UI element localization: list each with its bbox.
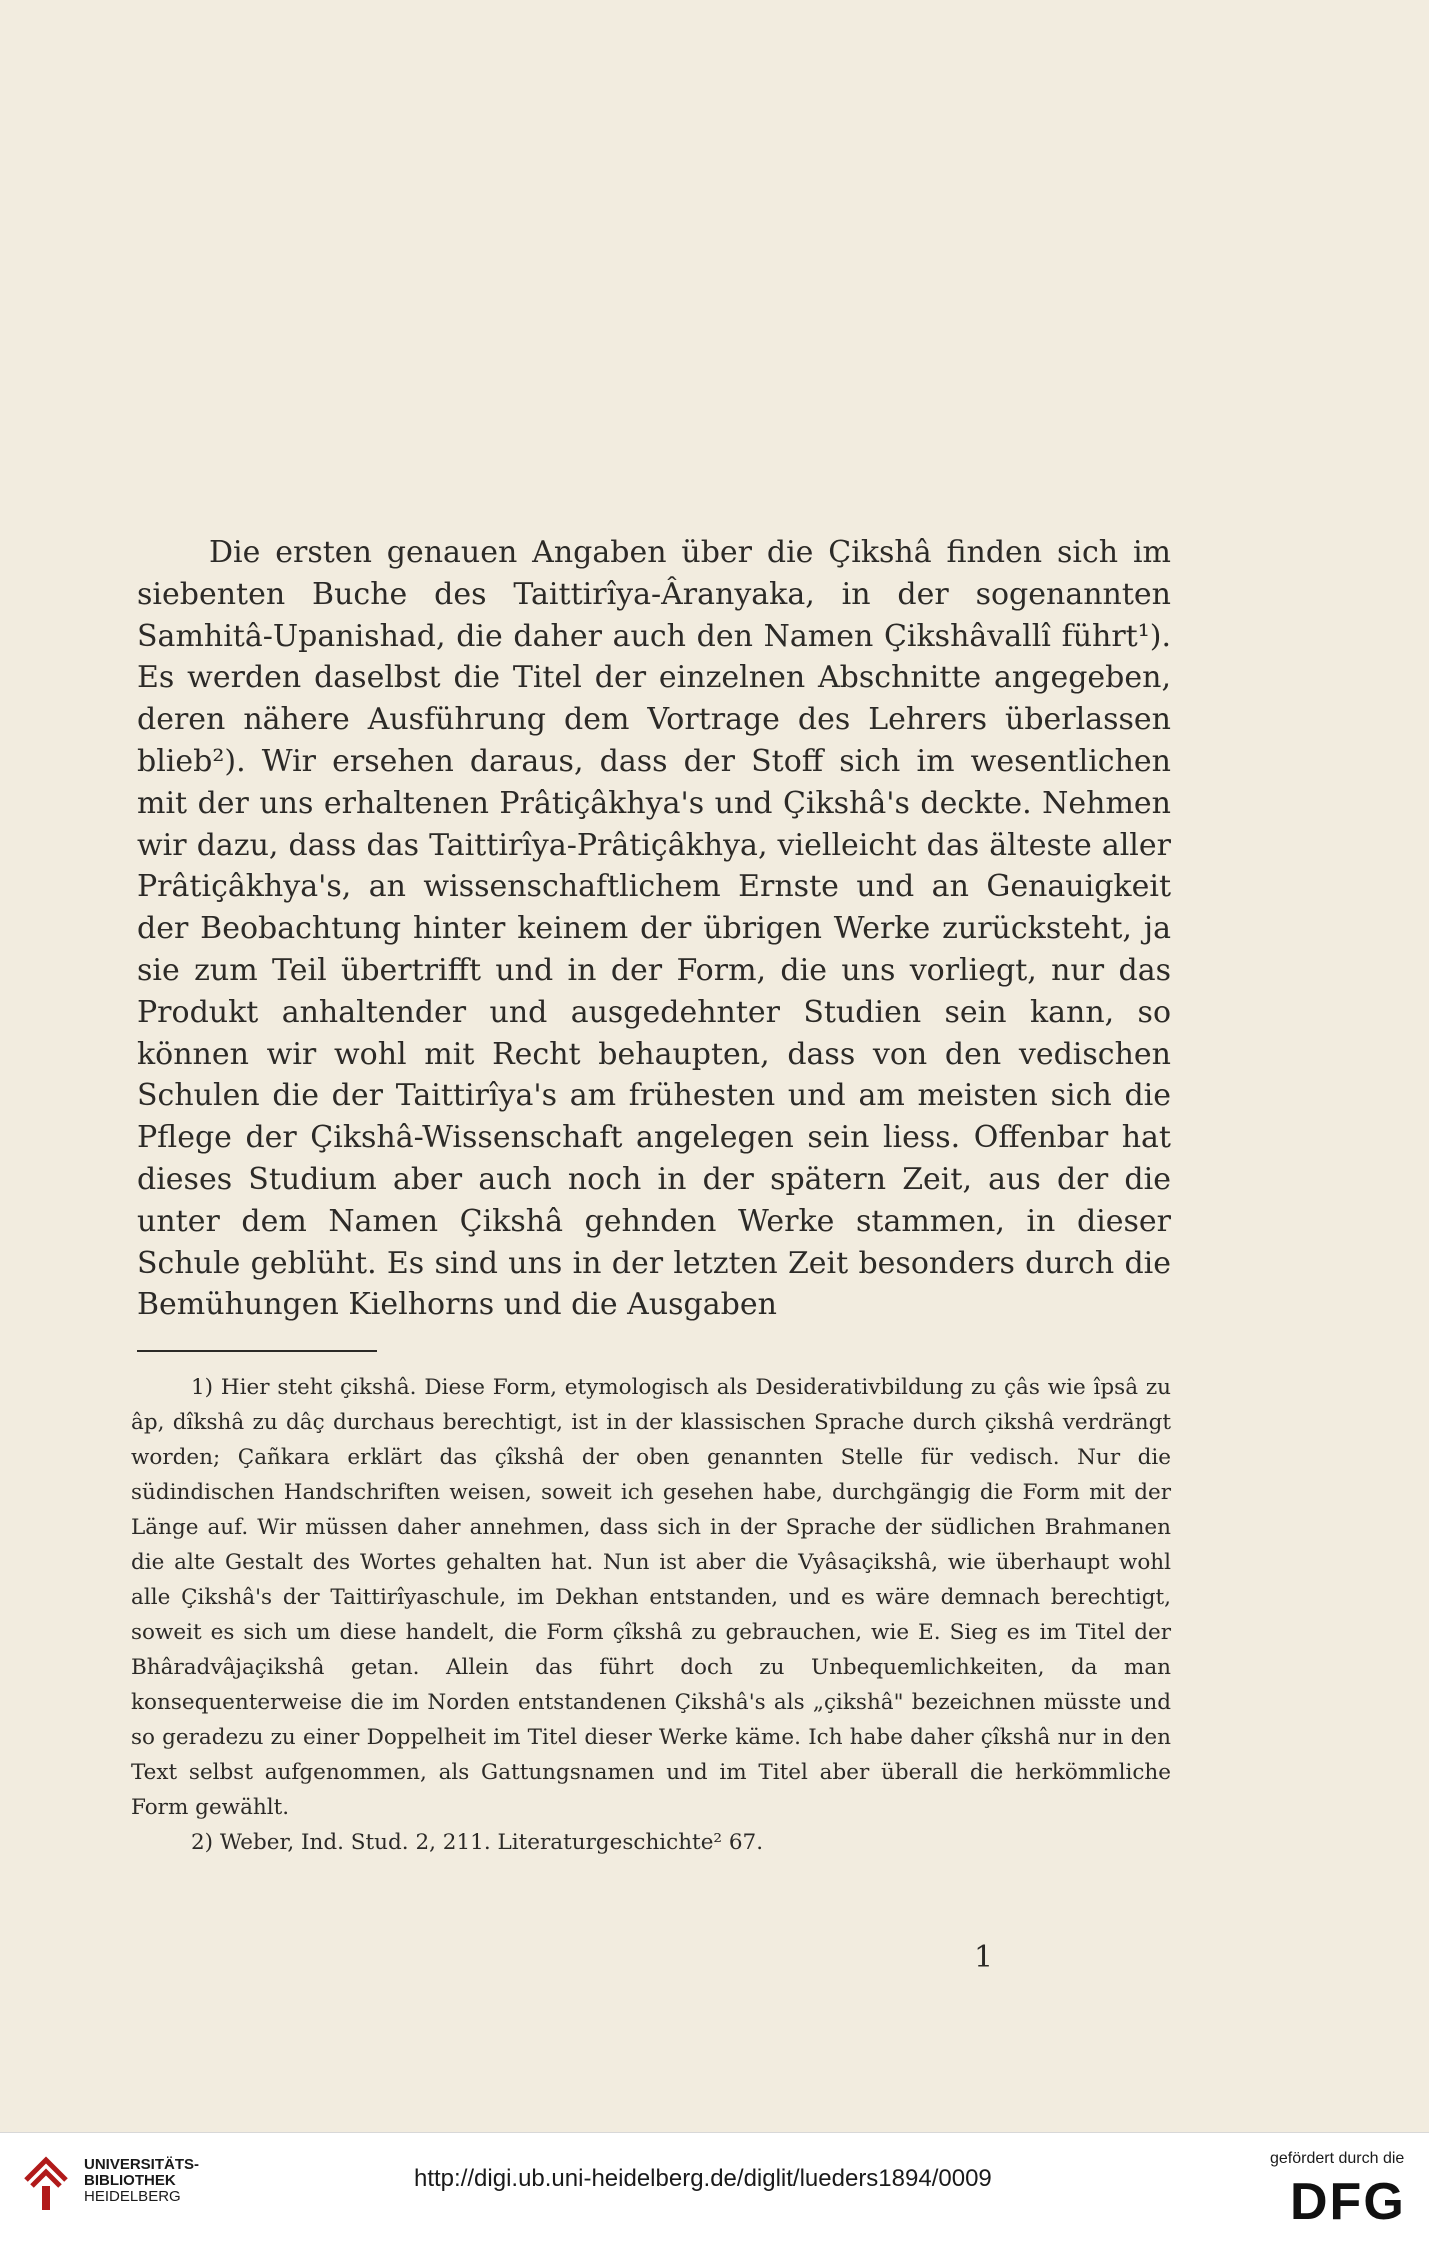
library-line-3: HEIDELBERG xyxy=(84,2188,181,2205)
page-number: 1 xyxy=(974,1940,994,1975)
footnotes xyxy=(131,1370,1171,1860)
library-logo-icon xyxy=(20,2150,72,2212)
footnote-2: 2) Weber, Ind. Stud. 2, 211. Literaturgeschichte² 67. xyxy=(191,1830,764,1855)
body-paragraph: Die ersten genauen Angaben über die Çikshâ finden sich im siebenten Buche des Taittirîya-Âranyaka, in der sogenannten Samhitâ-Upanishad, die daher auch den Namen Çikshâvallî führt¹). Es werden daselbst die Titel der einzelnen Abschnitte angegeben, deren nähere Ausführung dem Vortrage des Lehrers überlassen blieb²). Wir ersehen daraus, dass der Stoff sich im wesentlichen mit der uns erhaltenen Prâtiçâkhya's und Çikshâ's deckte. Nehmen wir dazu, dass das Taittirîya-Prâtiçâkhya, vielleicht das älteste aller Prâtiçâkhya's, an wissenschaftlichem Ernste und an Genauigkeit der Beobachtung hinter keinem der übrigen Werke zurücksteht, ja sie zum Teil übertrifft und in der Form, die uns vorliegt, nur das Produkt anhaltender und ausgedehnter Studien sein kann, so können wir wohl mit Recht behaupten, dass von den vedischen Schulen die der Taittirîya's am frühesten und am meisten sich die Pflege der Çikshâ-Wissenschaft angelegen sein liess. Offenbar hat dieses Studium aber auch noch in der spätern Zeit, aus der die unter dem Namen Çikshâ gehnden Werke stammen, in dieser Schule geblüht. Es sind uns in der letzten Zeit besonders durch die Bemühungen Kielhorns und die Ausgaben xyxy=(137,535,1171,1323)
dfg-logo: DFG xyxy=(1290,2173,1406,2231)
footnote-divider xyxy=(137,1350,377,1352)
library-line-1: UNIVERSITÄTS- xyxy=(84,2156,200,2173)
library-line-2: BIBLIOTHEK xyxy=(84,2172,176,2189)
page-url-link[interactable]: http://digi.ub.uni-heidelberg.de/diglit/lueders1894/0009 xyxy=(414,2165,992,2192)
funded-by-label: gefördert durch die xyxy=(1270,2150,1405,2167)
main-text xyxy=(137,532,1171,1326)
footnote-1: 1) Hier steht çikshâ. Diese Form, etymologisch als Desiderativbildung zu çâs wie îpsâ zu âp, dîkshâ zu dâç durchaus berechtigt, ist in der klassischen Sprache durch çikshâ verdrängt worden; Çañkara erklärt das çîkshâ der oben genannten Stelle für vedisch. Nur die südindischen Handschriften weisen, soweit ich gesehen habe, durchgängig die Form mit der Länge auf. Wir müssen daher annehmen, dass sich in der Sprache der südlichen Brahmanen die alte Gestalt des Wortes gehalten hat. Nun ist aber die Vyâsaçikshâ, wie überhaupt wohl alle Çikshâ's der Taittirîyaschule, im Dekhan entstanden, und es wäre demnach berechtigt, soweit es sich um diese handelt, die Form çîkshâ zu gebrauchen, wie E. Sieg es im Titel der Bhâradvâjaçikshâ getan. Allein das führt doch zu Unbequemlichkeiten, da man konsequenterweise die im Norden entstandenen Çikshâ's als „çikshâ" bezeichnen müsste und so geradezu zu einer Doppelheit im Titel dieser Werke käme. Ich habe daher çîkshâ nur in den Text selbst aufgenommen, als Gattungsnamen und im Titel aber überall die herkömmliche Form gewählt. xyxy=(131,1375,1171,1820)
library-name xyxy=(84,2157,199,2205)
